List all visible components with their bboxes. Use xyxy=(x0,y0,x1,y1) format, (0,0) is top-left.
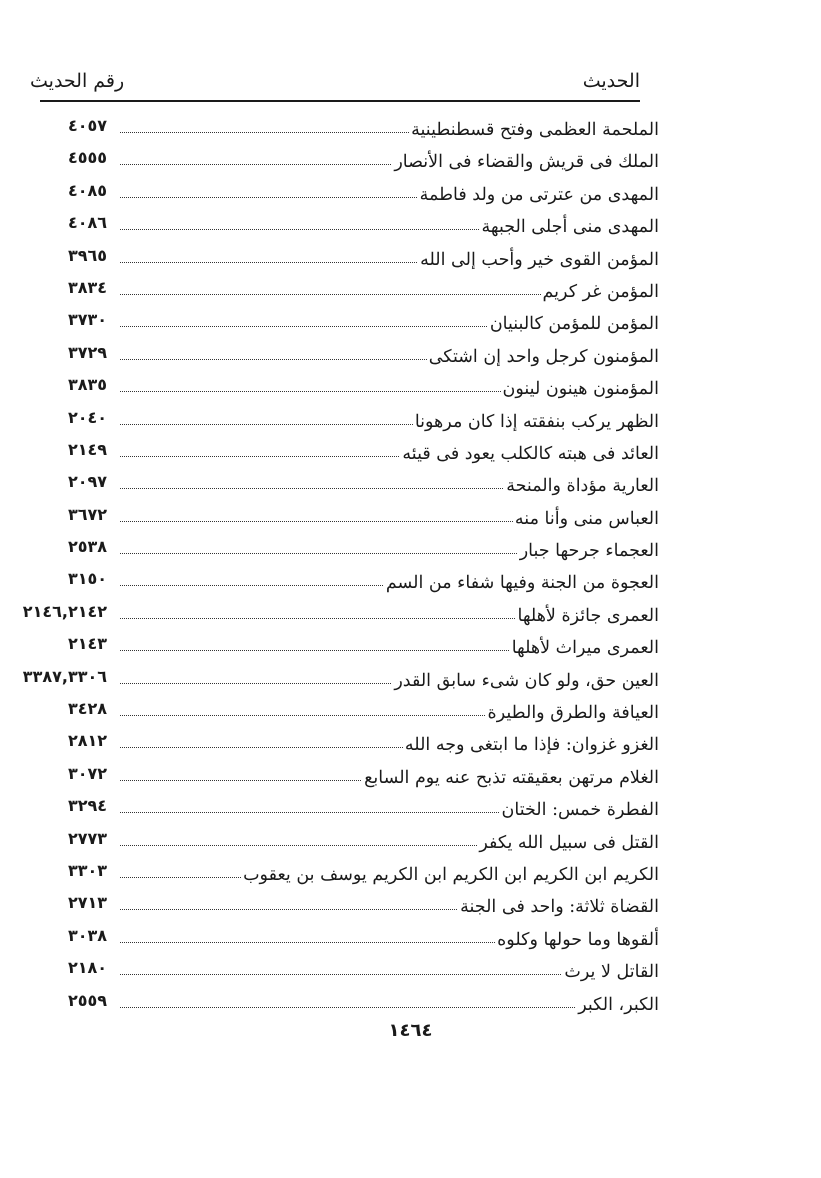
hadith-text: الفطرة خمس: الختان xyxy=(501,800,659,821)
hadith-number: ٣٩٦٥ xyxy=(67,245,107,265)
hadith-number: ٣٧٣٠ xyxy=(67,310,107,330)
index-entry xyxy=(0,727,821,759)
index-entry xyxy=(0,177,821,209)
index-entry xyxy=(0,436,821,468)
hadith-number: ٤٠٨٦ xyxy=(67,213,107,233)
hadith-number: ٢٧٧٣ xyxy=(67,828,107,848)
hadith-number: ٢٥٣٨ xyxy=(67,537,107,557)
column-header-hadith: الحديث xyxy=(582,70,640,92)
hadith-text: المؤمنون كرجل واحد إن اشتكى xyxy=(428,346,659,367)
index-entry xyxy=(0,630,821,662)
hadith-number: ٢١٤٣ xyxy=(67,634,107,654)
hadith-number: ٣٧٢٩ xyxy=(67,342,107,362)
index-entry xyxy=(0,209,821,241)
hadith-text: الظهر يركب بنفقته إذا كان مرهونا xyxy=(414,411,659,432)
hadith-text: الغلام مرتهن بعقيقته تذبح عنه يوم السابع xyxy=(364,767,659,788)
hadith-number: ٢١٨٠ xyxy=(67,958,107,978)
hadith-text: العجماء جرحها جبار xyxy=(519,541,659,562)
hadith-text: الغزو غزوان: فإذا ما ابتغى وجه الله xyxy=(404,735,659,756)
index-entry xyxy=(0,825,821,857)
index-entry xyxy=(0,501,821,533)
hadith-text: الكريم ابن الكريم ابن الكريم ابن الكريم يوسف بن يعقوب xyxy=(243,864,659,885)
index-entry xyxy=(0,695,821,727)
hadith-number: ٢٥٥٩ xyxy=(67,990,107,1010)
hadith-text: المؤمن القوى خير وأحب إلى الله xyxy=(420,249,659,270)
hadith-text: العباس منى وأنا منه xyxy=(514,508,659,529)
hadith-text: العجوة من الجنة وفيها شفاء من السم xyxy=(385,573,659,594)
index-entry xyxy=(0,889,821,921)
hadith-text: العائد فى هبته كالكلب يعود فى قيئه xyxy=(402,443,659,464)
hadith-number: ٢٨١٢ xyxy=(67,731,107,751)
hadith-text: العين حق، ولو كان شىء سابق القدر xyxy=(394,670,659,691)
hadith-number: ٣٣٠٣ xyxy=(67,860,107,880)
hadith-number: ٢١٤٩ xyxy=(67,439,107,459)
hadith-number: ٤٠٥٧ xyxy=(67,116,107,135)
hadith-text: القتل فى سبيل الله يكفر xyxy=(479,832,659,853)
hadith-text: العارية مؤداة والمنحة xyxy=(506,476,659,497)
hadith-number: ٣٨٣٤ xyxy=(67,277,107,297)
hadith-text: الملك فى قريش والقضاء فى الأنصار xyxy=(394,152,659,173)
index-entry xyxy=(0,598,821,630)
index-entry xyxy=(0,242,821,274)
index-entry xyxy=(0,987,821,1019)
index-entry xyxy=(0,565,821,597)
hadith-number: ٣٨٣٥ xyxy=(67,375,107,395)
hadith-text: المهدى منى أجلى الجبهة xyxy=(481,217,659,238)
index-entry xyxy=(0,760,821,792)
hadith-number: ٣١٥٠ xyxy=(67,569,107,589)
hadith-number: ٢٧١٣ xyxy=(67,893,107,913)
header-rule xyxy=(40,100,640,102)
index-entry xyxy=(0,857,821,889)
hadith-number: ٣٦٧٢ xyxy=(67,504,107,524)
hadith-text: الكبر، الكبر xyxy=(578,994,659,1015)
index-entry xyxy=(0,792,821,824)
hadith-text: العيافة والطرق والطيرة xyxy=(487,703,659,724)
hadith-text: المؤمن غر كريم xyxy=(542,281,659,302)
hadith-text: المؤمن للمؤمن كالبنيان xyxy=(489,314,659,335)
index-entry xyxy=(0,404,821,436)
index-entry xyxy=(0,339,821,371)
hadith-text: القاتل لا يرث xyxy=(564,962,659,983)
column-header-hadith-number: رقم الحديث xyxy=(30,70,125,92)
hadith-number: ٤٥٥٥ xyxy=(67,148,107,168)
hadith-text: الملحمة العظمى وفتح قسطنطينية xyxy=(411,120,659,140)
hadith-number: ٣٠٧٢ xyxy=(67,763,107,783)
hadith-text: ألقوها وما حولها وكلوه xyxy=(497,929,659,950)
index-entry xyxy=(0,306,821,338)
index-entry xyxy=(0,274,821,306)
hadith-number: ٣٣٨٧,٣٣٠٦ xyxy=(22,666,107,686)
hadith-text: المهدى من عترتى من ولد فاطمة xyxy=(419,184,659,205)
hadith-text: القضاة ثلاثة: واحد فى الجنة xyxy=(460,897,659,918)
hadith-text: العمرى جائزة لأهلها xyxy=(517,605,659,626)
hadith-number: ٣٤٢٨ xyxy=(67,699,107,719)
page-number: ١٤٦٤ xyxy=(388,1020,433,1041)
hadith-index-list xyxy=(0,112,821,1019)
hadith-number: ٢٠٤٠ xyxy=(67,407,107,427)
index-entry xyxy=(0,144,821,176)
index-entry xyxy=(0,954,821,986)
index-entry xyxy=(0,533,821,565)
hadith-number: ٤٠٨٥ xyxy=(67,180,107,200)
hadith-text: العمرى ميراث لأهلها xyxy=(511,638,659,659)
hadith-number: ٣٢٩٤ xyxy=(67,796,107,816)
hadith-text: المؤمنون هينون لينون xyxy=(502,379,659,400)
index-entry xyxy=(0,468,821,500)
hadith-number: ٢١٤٦,٢١٤٢ xyxy=(22,601,107,621)
index-entry xyxy=(0,112,821,144)
hadith-number: ٣٠٣٨ xyxy=(67,925,107,945)
dot-leader xyxy=(120,1007,653,1008)
index-entry xyxy=(0,663,821,695)
index-entry xyxy=(0,922,821,954)
index-entry xyxy=(0,371,821,403)
hadith-number: ٢٠٩٧ xyxy=(67,472,107,492)
